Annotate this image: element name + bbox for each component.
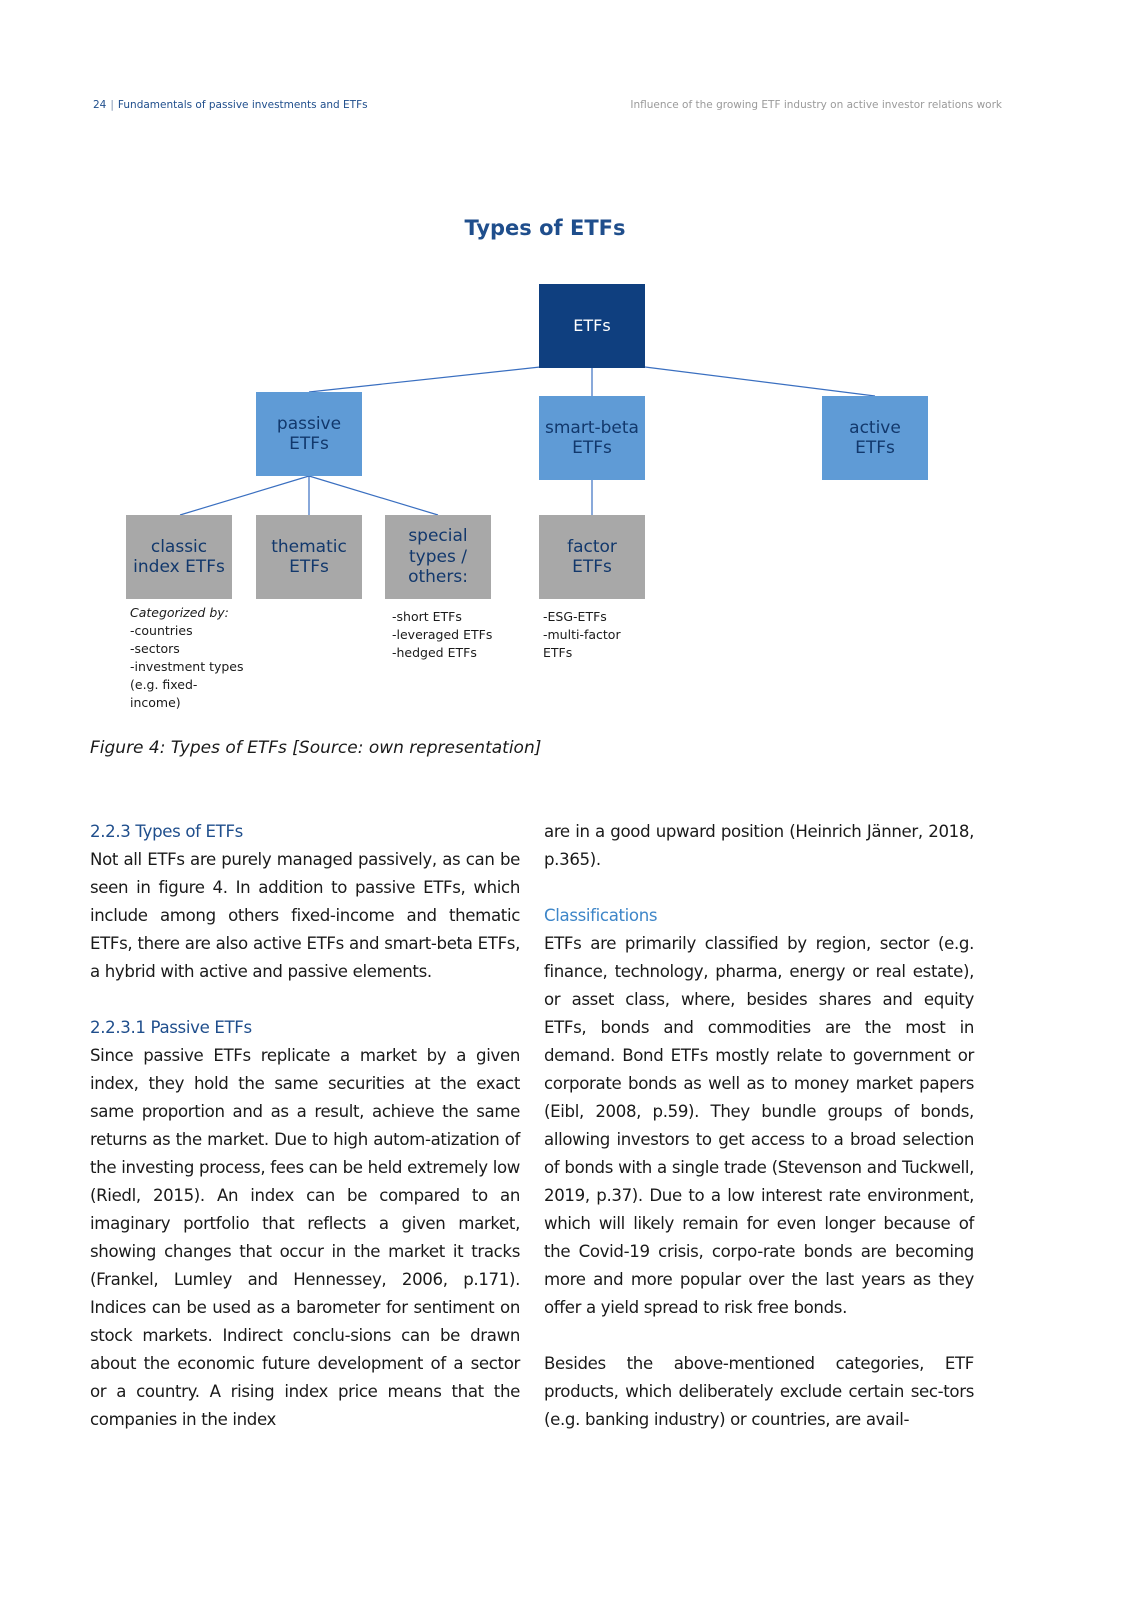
subsection-heading-passive: 2.2.3.1 Passive ETFs bbox=[90, 1018, 252, 1037]
running-header-title: Influence of the growing ETF industry on active investor relations work bbox=[630, 99, 1002, 111]
connector-passive-special bbox=[309, 476, 438, 515]
node-etfs-label: ETFs bbox=[573, 316, 611, 336]
node-active-etfs bbox=[822, 396, 928, 480]
connector-root-passive bbox=[309, 367, 540, 392]
node-etfs-root bbox=[539, 284, 645, 368]
node-thematic-label: thematic ETFs bbox=[271, 536, 347, 577]
header-section: Fundamentals of passive investments and ETFs bbox=[117, 99, 368, 111]
paragraph-besides: Besides the above-mentioned categories, ETF products, which deliberately exclude certain sec-tors (e.g. banking industry) or countries, are avail- bbox=[544, 1354, 974, 1429]
note-classic bbox=[130, 604, 260, 712]
note-special: -short ETFs -leveraged ETFs -hedged ETFs bbox=[392, 609, 493, 660]
text-column-right bbox=[544, 818, 974, 1434]
note-factor: -ESG-ETFs -multi-factor ETFs bbox=[543, 609, 621, 660]
node-smart-beta-label: smart-beta ETFs bbox=[545, 417, 639, 458]
figure-caption: Figure 4: Types of ETFs [Source: own representation] bbox=[90, 738, 542, 758]
paragraph-continued: are in a good upward position (Heinrich Jänner, 2018, p.365). bbox=[544, 822, 974, 869]
node-passive-label: passive ETFs bbox=[276, 413, 342, 454]
node-special-types bbox=[385, 515, 491, 599]
heading-classifications: Classifications bbox=[544, 906, 658, 925]
node-passive-etfs bbox=[256, 392, 362, 476]
node-factor-label: factor ETFs bbox=[567, 536, 617, 577]
paragraph-passive: Since passive ETFs replicate a market by a given index, they hold the same securities at the exact same proportion and as a result, achieve the same returns as the market. Due to high autom-atization of the investing process, fees can be held extremely low (Riedl, 2015). An index can be compared to an imaginary portfolio that reflects a given market, showing changes that occur in the market it tracks (Frankel, Lumley and Hennessey, 2006, p.171). Indices can be used as a barometer for sentiment on stock markets. Indirect conclu-sions can be drawn about the economic future development of a sector or a country. A rising index price means that the companies in the index bbox=[90, 1046, 520, 1429]
header-separator: | bbox=[110, 99, 114, 111]
note-classic-heading: Categorized by: bbox=[130, 605, 229, 620]
section-heading-types: 2.2.3 Types of ETFs bbox=[90, 822, 243, 841]
page-number: 24 bbox=[93, 99, 107, 111]
node-active-label: active ETFs bbox=[849, 417, 901, 458]
text-column-left bbox=[90, 818, 520, 1434]
paragraph-types: Not all ETFs are purely managed passively, as can be seen in figure 4. In addition to passive ETFs, which include among others fixed-income and thematic ETFs, there are also active ETFs and smart-beta ETFs, a hybrid with active and passive elements. bbox=[90, 850, 520, 981]
connector-root-active bbox=[645, 367, 875, 396]
figure-title: Types of ETFs bbox=[464, 216, 626, 240]
node-thematic-etfs bbox=[256, 515, 362, 599]
node-classic-index-etfs bbox=[126, 515, 232, 599]
node-special-label: special types / others: bbox=[408, 526, 468, 588]
node-classic-label: classic index ETFs bbox=[133, 536, 225, 577]
note-classic-body: -countries -sectors -investment types (e.g. fixed- income) bbox=[130, 623, 244, 710]
node-factor-etfs bbox=[539, 515, 645, 599]
connector-passive-classic bbox=[180, 476, 309, 515]
paragraph-classifications: ETFs are primarily classified by region, sector (e.g. finance, technology, pharma, energy or real estate), or asset class, where, besides shares and equity ETFs, bonds and commodities are the most in demand. Bond ETFs mostly relate to government or corporate bonds as well as to money market papers (Eibl, 2008, p.59). They bundle groups of bonds, allowing investors to get access to a broad selection of bonds with a single trade (Stevenson and Tuckwell, 2019, p.37). Due to a low interest rate environment, which will likely remain for even longer because of the Covid-19 crisis, corpo-rate bonds are becoming more and more popular over the last years as they offer a yield spread to risk free bonds. bbox=[544, 934, 974, 1317]
node-smart-beta-etfs bbox=[539, 396, 645, 480]
